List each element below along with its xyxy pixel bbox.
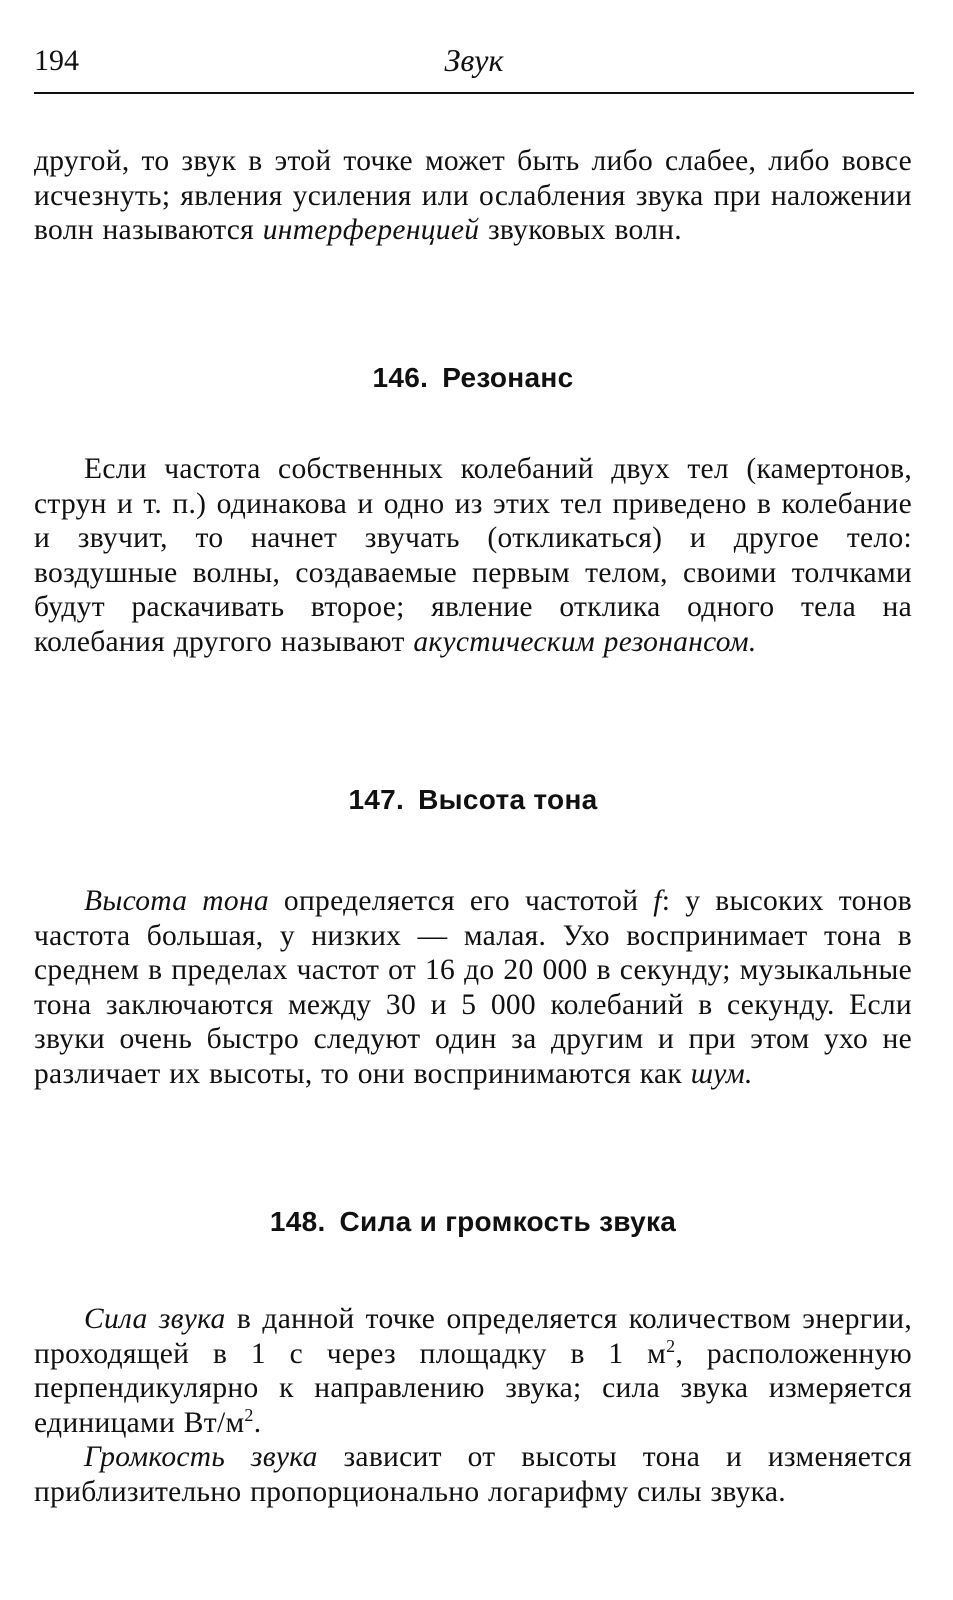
superscript: 2 [666, 1335, 676, 1356]
paragraph-term: Сила звука [84, 1303, 226, 1335]
section-number: 146. [372, 362, 429, 393]
intensity-paragraph [34, 1302, 912, 1440]
page-number: 194 [34, 44, 79, 77]
paragraph-tail: . [253, 1406, 262, 1439]
frequency-symbol: f [653, 885, 662, 917]
header-rule [34, 92, 914, 94]
section-heading-146 [34, 362, 912, 394]
paragraph-term: Громкость звука [84, 1441, 318, 1473]
loudness-paragraph [34, 1440, 912, 1509]
paragraph-term: акустическим резонансом. [413, 625, 757, 658]
section-title: Резонанс [442, 362, 574, 393]
paragraph-term: Высота тона [84, 885, 269, 917]
section-number: 147. [348, 784, 405, 815]
paragraph-text: в данной точке определяется количеством энергии, проходящей в 1 с через площадку в 1 м [34, 1303, 913, 1370]
intro-term: интерференцией [262, 214, 480, 246]
intro-tail: звуковых волн. [479, 214, 682, 246]
paragraph-term-noise: шум. [690, 1057, 753, 1090]
intro-paragraph [34, 144, 912, 248]
running-head [34, 40, 914, 90]
intro-text: другой, то звук в этой точке может быть либо слабее, либо вовсе исчезнуть; явления усиления или ослабления звука при наложении волн называются [34, 145, 912, 246]
section-number: 148. [269, 1206, 326, 1237]
section-title: Сила и громкость звука [339, 1206, 677, 1237]
paragraph-text-2: , расположенную перпендикулярно к направлению звука; сила звука измеряется единицами Вт/м [34, 1337, 912, 1439]
section-title: Высота тона [418, 784, 598, 815]
running-title: Звук [444, 42, 504, 78]
paragraph-tail: : у высоких тонов частота большая, у низких — малая. Ухо воспринимает тона в среднем в пределах частот от 16 до 20 000 в секунду; музыкальные тона заключаются между 30 и 5 000 колебаний в секунду. Если звуки очень быстро следуют один за другим и при этом ухо не различает их высоты, то они воспринимаются как [34, 885, 912, 1090]
section-heading-147 [34, 784, 912, 816]
resonance-paragraph [34, 452, 912, 659]
section-heading-148 [34, 1206, 912, 1238]
pitch-paragraph [34, 884, 912, 1091]
paragraph-text: зависит от высоты тона и изменяется приблизительно пропорционально логарифму силы звука. [34, 1441, 912, 1508]
paragraph-text: определяется его частотой [268, 885, 654, 917]
superscript: 2 [244, 1404, 254, 1425]
paragraph-text: Если частота собственных колебаний двух тел (камертонов, струн и т. п.) одинакова и одно из этих тел приведено в колебание и звучит, то начнет звучать (откликаться) и другое тело: воздушные волны, создаваемые первым телом, своими толчками будут раскачивать второе; явление отклика одного тела на колебания другого называют [34, 453, 912, 658]
